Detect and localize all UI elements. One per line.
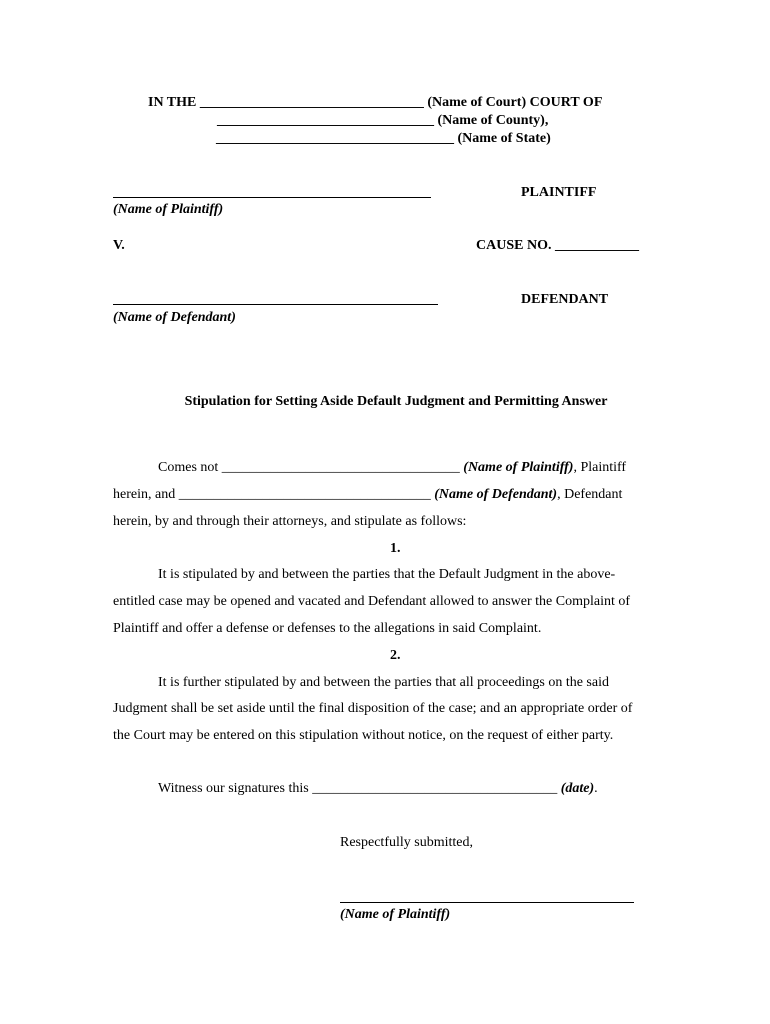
- intro-line-3: herein, by and through their attorneys, and stipulate as follows:: [113, 514, 467, 529]
- caption-line-2: [217, 112, 548, 130]
- state-name-blank: __________________________________: [216, 131, 454, 146]
- closing-signer-name: (Name of Plaintiff): [340, 907, 451, 922]
- defendant-label: DEFENDANT: [521, 292, 609, 307]
- section-2-line-3: the Court may be entered on this stipulation without notice, on the request of either party.: [113, 728, 614, 743]
- section-1-line-3: Plaintiff and offer a defense or defenses to the allegations in said Complaint.: [113, 621, 542, 636]
- section-1-line-1: It is stipulated by and between the parties that the Default Judgment in the above-: [158, 567, 616, 582]
- intro-defendant-name: (Name of Defendant): [434, 487, 558, 502]
- defendant-name-label: (Name of Defendant): [113, 310, 236, 325]
- cause-number-label: CAUSE NO. ____________: [476, 238, 639, 253]
- caption-line-1: [148, 94, 602, 112]
- witness-line: [158, 780, 598, 798]
- county-name-label: (Name of County),: [437, 113, 549, 128]
- intro-line-2: [113, 486, 622, 504]
- intro-plaintiff-blank: Comes not __________________________________: [158, 460, 460, 475]
- section-1-line-2: entitled case may be opened and vacated and Defendant allowed to answer the Complaint of: [113, 594, 631, 609]
- section-number-2: 2.: [390, 648, 401, 663]
- intro-plaintiff-name: (Name of Plaintiff): [463, 460, 574, 475]
- county-name-blank: _______________________________: [217, 113, 434, 128]
- document-title: Stipulation for Setting Aside Default Judgment and Permitting Answer: [184, 394, 608, 409]
- caption-in-the: IN THE: [148, 95, 197, 110]
- witness-date-blank: Witness our signatures this ___________________________________: [158, 781, 558, 796]
- intro-defendant-suffix: , Defendant: [557, 487, 623, 502]
- plaintiff-label: PLAINTIFF: [521, 185, 597, 200]
- section-number-1: 1.: [390, 541, 401, 556]
- plaintiff-name-label: (Name of Plaintiff): [113, 202, 224, 217]
- section-2-line-1: It is further stipulated by and between the parties that all proceedings on the said: [158, 675, 609, 690]
- intro-defendant-blank: herein, and ____________________________________: [113, 487, 431, 502]
- witness-period: .: [594, 781, 598, 796]
- court-name-blank: ________________________________: [199, 95, 424, 110]
- caption-line-3: [216, 130, 551, 148]
- plaintiff-signature-line: [113, 197, 431, 198]
- court-name-label: (Name of Court) COURT OF: [427, 95, 603, 110]
- respectfully-submitted: Respectfully submitted,: [340, 835, 473, 850]
- section-2-line-2: Judgment shall be set aside until the final disposition of the case; and an appropriate order of: [113, 701, 633, 716]
- intro-line-1: [158, 459, 626, 477]
- closing-signature-line: [340, 902, 634, 903]
- intro-plaintiff-suffix: , Plaintiff: [573, 460, 627, 475]
- versus-label: V.: [113, 238, 125, 253]
- state-name-label: (Name of State): [457, 131, 551, 146]
- witness-date-label: (date): [560, 781, 595, 796]
- defendant-signature-line: [113, 304, 438, 305]
